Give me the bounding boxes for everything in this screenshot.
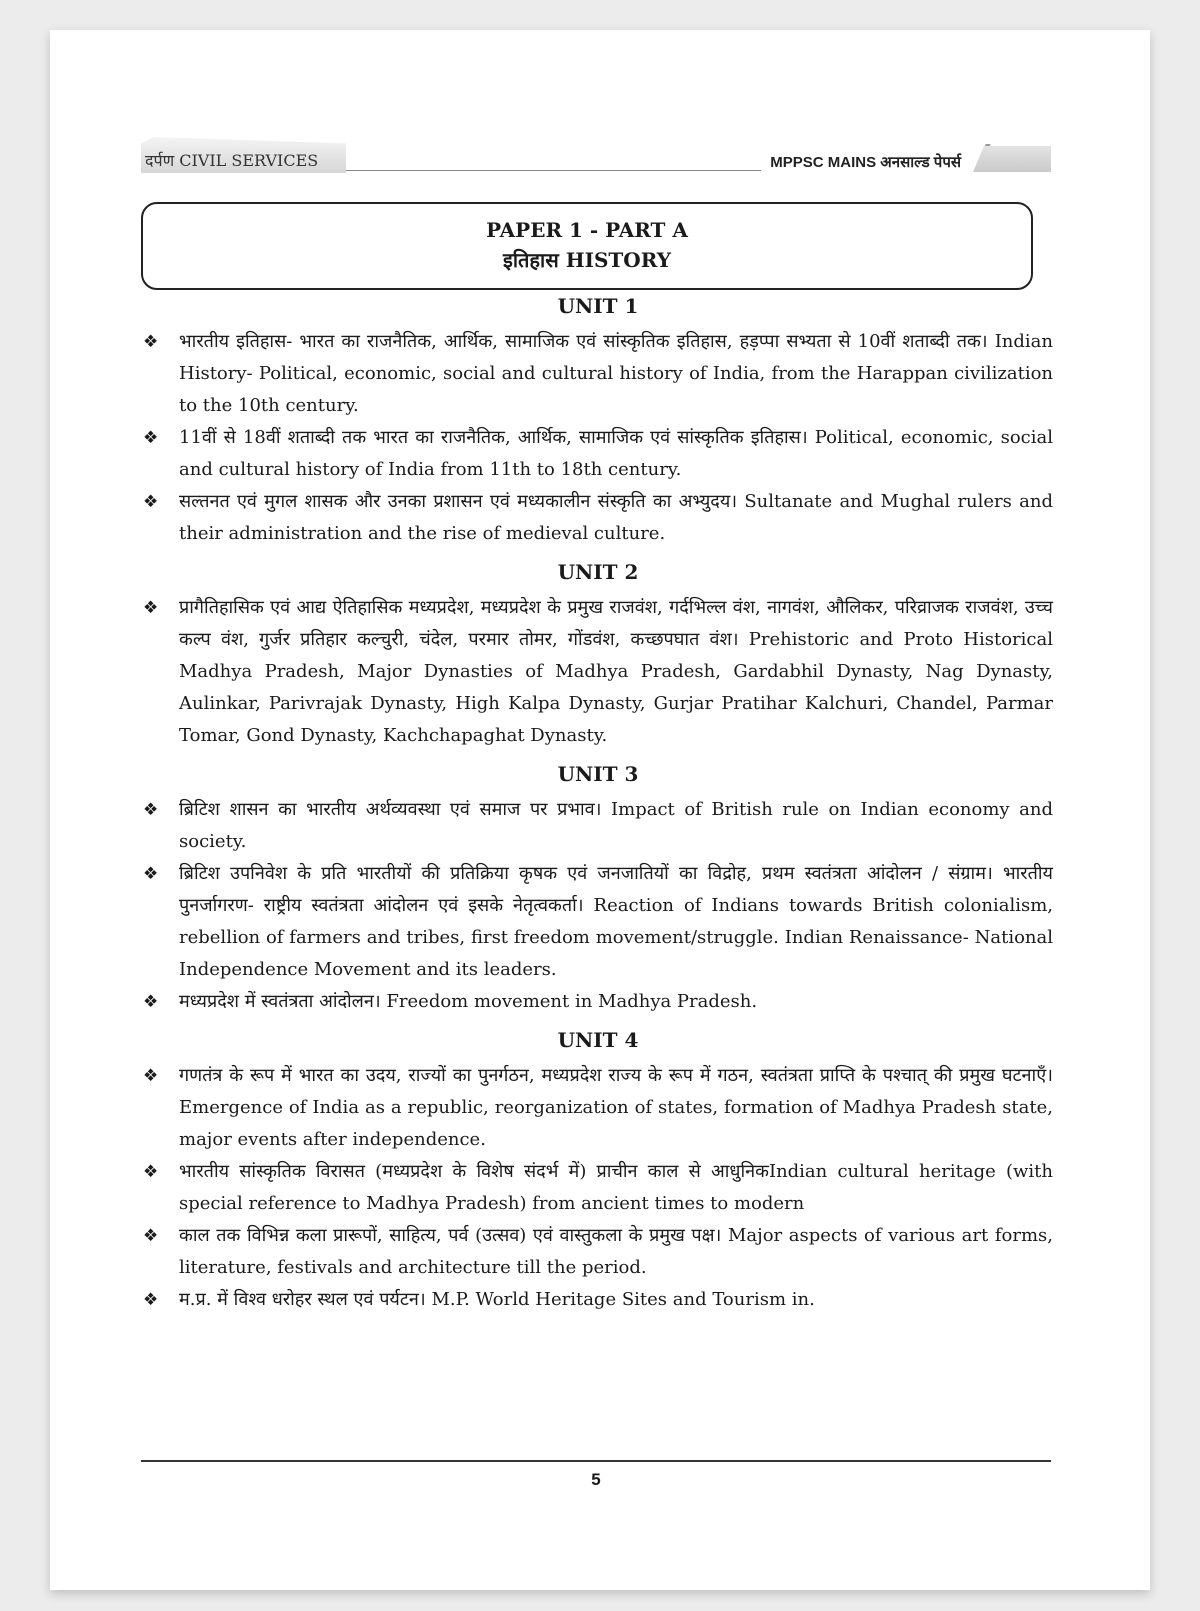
unit-heading: UNIT 3 <box>557 762 639 786</box>
diamond-bullet-icon: ❖ <box>143 1162 159 1182</box>
diamond-bullet-icon: ❖ <box>143 428 159 448</box>
list-item-text: काल तक विभिन्न कला प्रारूपों, साहित्य, पर्व (उत्सव) एवं वास्तुकला के प्रमुख पक्ष। Major aspects of various art forms, literature, festivals and architecture till the period. <box>179 1225 1053 1278</box>
list-item <box>143 858 1053 986</box>
list-item <box>143 422 1053 486</box>
series-title: MPPSC MAINS अनसाल्ड पेपर्स <box>770 154 961 171</box>
diamond-bullet-icon: ❖ <box>143 800 159 820</box>
list-item-text: भारतीय सांस्कृतिक विरासत (मध्यप्रदेश के विशेष संदर्भ में) प्राचीन काल से आधुनिकIndian cultural heritage (with special reference to Madhya Pradesh) from ancient times to modern <box>179 1161 1053 1214</box>
paper-title: PAPER 1 - PART A <box>486 218 688 242</box>
header-rule <box>346 170 761 171</box>
brand-name: दर्पण CIVIL SERVICES <box>145 151 319 170</box>
diamond-bullet-icon: ❖ <box>143 598 159 618</box>
diamond-bullet-icon: ❖ <box>143 492 159 512</box>
unit-item-list <box>143 326 1053 550</box>
diamond-bullet-icon: ❖ <box>143 864 159 884</box>
list-item-text: भारतीय इतिहास- भारत का राजनैतिक, आर्थिक, सामाजिक एवं सांस्कृतिक इतिहास, हड़प्पा सभ्यता से 10वीं शताब्दी तक। Indian History- Political, economic, social and cultural history of India, from the Harappan civilization to the 10th century. <box>179 331 1053 416</box>
list-item <box>143 326 1053 422</box>
diamond-bullet-icon: ❖ <box>143 1226 159 1246</box>
page-header <box>141 137 1051 177</box>
list-item <box>143 1220 1053 1284</box>
list-item-text: मध्यप्रदेश में स्वतंत्रता आंदोलन। Freedom movement in Madhya Pradesh. <box>179 991 758 1012</box>
unit-item-list <box>143 1060 1053 1316</box>
subject-title: इतिहास HISTORY <box>503 248 671 272</box>
list-item-text: गणतंत्र के रूप में भारत का उदय, राज्यों का पुनर्गठन, मध्यप्रदेश राज्य के रूप में गठन, स्वतंत्रता प्राप्ति के पश्चात् की प्रमुख घटनाएँ। Emergence of India as a republic, reorganization of states, formation of Madhya Pradesh state, major events after independence. <box>179 1065 1053 1150</box>
unit-heading: UNIT 4 <box>557 1028 639 1052</box>
page-number: 5 <box>591 1470 601 1489</box>
paper-title-box <box>141 202 1033 290</box>
diamond-bullet-icon: ❖ <box>143 1066 159 1086</box>
list-item <box>143 1284 1053 1316</box>
unit-item-list <box>143 592 1053 752</box>
unit-heading: UNIT 1 <box>557 294 639 318</box>
list-item <box>143 486 1053 550</box>
document-page <box>50 30 1150 1590</box>
diamond-bullet-icon: ❖ <box>143 1290 159 1310</box>
list-item-text: 11वीं से 18वीं शताब्दी तक भारत का राजनैतिक, आर्थिक, सामाजिक एवं सांस्कृतिक इतिहास। Political, economic, social and cultural history of India from 11th to 18th century. <box>179 427 1053 480</box>
header-tab-decoration <box>973 146 1051 172</box>
footer-rule <box>141 1460 1051 1462</box>
list-item-text: प्रागैतिहासिक एवं आद्य ऐतिहासिक मध्यप्रदेश, मध्यप्रदेश के प्रमुख राजवंश, गर्दभिल्ल वंश, नागवंश, औलिकर, परिव्राजक राजवंश, उच्च कल्प वंश, गुर्जर प्रतिहार कल्चुरी, चंदेल, परमार तोमर, गोंडवंश, कच्छपघात वंश। Prehistoric and Proto Historical Madhya Pradesh, Major Dynasties of Madhya Pradesh, Gardabhil Dynasty, Nag Dynasty, Aulinkar, Parivrajak Dynasty, High Kalpa Dynasty, Gurjar Pratihar Kalchuri, Chandel, Parmar Tomar, Gond Dynasty, Kachchapaghat Dynasty. <box>179 597 1053 746</box>
list-item-text: म.प्र. में विश्व धरोहर स्थल एवं पर्यटन। M.P. World Heritage Sites and Tourism in. <box>179 1289 815 1310</box>
list-item <box>143 986 1053 1018</box>
diamond-bullet-icon: ❖ <box>143 332 159 352</box>
list-item <box>143 1156 1053 1220</box>
list-item <box>143 1060 1053 1156</box>
list-item-text: ब्रिटिश उपनिवेश के प्रति भारतीयों की प्रतिक्रिया कृषक एवं जनजातियों का विद्रोह, प्रथम स्वतंत्रता आंदोलन / संग्राम। भारतीय पुनर्जागरण- राष्ट्रीय स्वतंत्रता आंदोलन एवं इसके नेतृत्वकर्ता। Reaction of Indians towards British colonialism, rebellion of farmers and tribes, first freedom movement/struggle. Indian Renaissance- National Independence Movement and its leaders. <box>179 863 1053 980</box>
list-item-text: सल्तनत एवं मुगल शासक और उनका प्रशासन एवं मध्यकालीन संस्कृति का अभ्युदय। Sultanate and Mughal rulers and their administration and the rise of medieval culture. <box>179 491 1053 544</box>
diamond-bullet-icon: ❖ <box>143 992 159 1012</box>
list-item-text: ब्रिटिश शासन का भारतीय अर्थव्यवस्था एवं समाज पर प्रभाव। Impact of British rule on Indian economy and society. <box>179 799 1053 852</box>
list-item <box>143 592 1053 752</box>
syllabus-content <box>143 294 1053 1316</box>
list-item <box>143 794 1053 858</box>
unit-item-list <box>143 794 1053 1018</box>
unit-heading: UNIT 2 <box>557 560 639 584</box>
